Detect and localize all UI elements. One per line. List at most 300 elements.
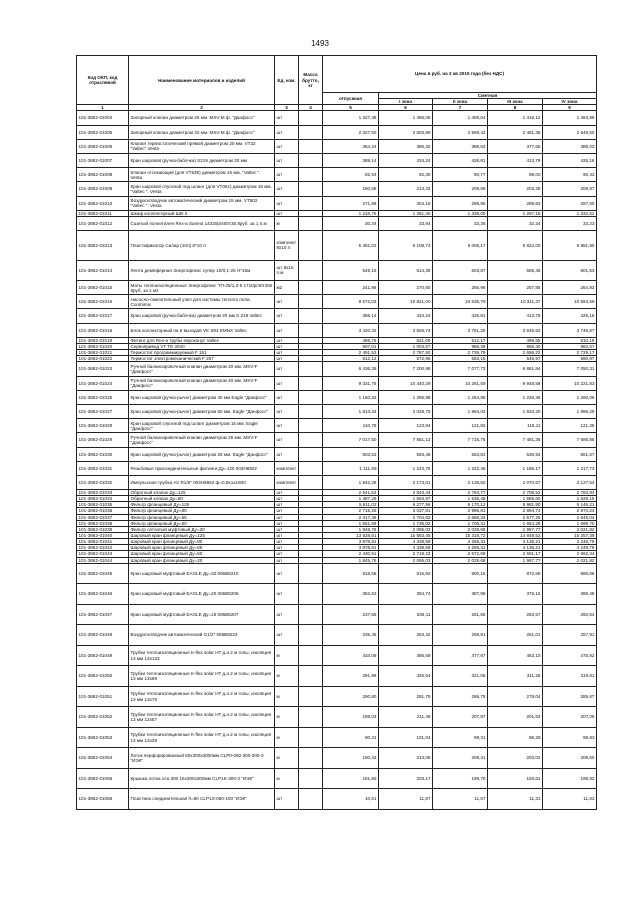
row-price-zone4: 2 021,82 bbox=[543, 526, 597, 532]
row-unit: шт bbox=[275, 362, 299, 376]
row-name: Ручной балансировочный клапан диаметром 40 мм. MSV-F "Данфосс" bbox=[129, 376, 275, 390]
row-price-zone1: 6 109,74 bbox=[379, 231, 433, 261]
row-price-zone1: 213,05 bbox=[379, 748, 433, 769]
row-code: 101-3862-01035 bbox=[77, 502, 129, 508]
row-name: Кран шаровой спускной под шланг (для VT051) диаметром 15 мм. "Valtec ". Vesta bbox=[129, 182, 275, 196]
row-price-zone3: 257,85 bbox=[488, 281, 543, 295]
row-unit: м bbox=[275, 748, 299, 769]
row-price-zone3: 2 709,52 bbox=[488, 490, 543, 496]
row-code: 101-3862-01027 bbox=[77, 404, 129, 418]
row-mass bbox=[299, 461, 323, 475]
table-row bbox=[77, 419, 597, 433]
row-price-zone1: 572,95 bbox=[379, 356, 433, 362]
row-unit: шт bbox=[275, 356, 299, 362]
row-price-zone4: 260,54 bbox=[543, 604, 597, 625]
row-price-zone4: 2 729,17 bbox=[543, 350, 597, 356]
row-name: Сшитый полиэтилен Rex-a Sanext 14320р/400т35 8руб. за 1 п.м bbox=[129, 216, 275, 230]
row-name: Фильтр фланцевый Ду=125 bbox=[129, 502, 275, 508]
row-price-zone3: 2 894,74 bbox=[488, 508, 543, 514]
row-price-zone4: 2 021,82 bbox=[543, 557, 597, 563]
row-code: 101-3862-01008 bbox=[77, 168, 129, 182]
row-code: 101-3862-01013 bbox=[77, 231, 129, 261]
row-price-zone3: 1 967,77 bbox=[488, 526, 543, 532]
row-unit: шт bbox=[275, 419, 299, 433]
table-row bbox=[77, 309, 597, 323]
row-mass bbox=[299, 231, 323, 261]
row-name: Фитинг для Rex-a трубы евроконус Valtec bbox=[129, 337, 275, 343]
row-name: Обратный клапан Ду=125 bbox=[129, 490, 275, 496]
row-price-zone1: 3 037,81 bbox=[379, 508, 433, 514]
row-price-zone3: 2 577,25 bbox=[488, 514, 543, 520]
row-name: Кран шаровой (ручка-рычаг) диаметром 25 мм. Eagle "Данфосс" bbox=[129, 447, 275, 461]
row-price-zone1: 3 826,74 bbox=[379, 323, 433, 337]
row-unit: шт bbox=[275, 789, 299, 810]
row-price-release: 549,15 bbox=[323, 260, 379, 281]
row-price-zone2: 90,77 bbox=[433, 168, 488, 182]
header-zone2: II зона bbox=[433, 99, 488, 105]
row-price-zone2: 4 265,31 bbox=[433, 545, 488, 551]
row-price-zone3: 2 656,22 bbox=[488, 350, 543, 356]
row-price-zone1: 434,24 bbox=[379, 309, 433, 323]
row-code: 101-3862-01034 bbox=[77, 496, 129, 502]
row-price-zone3: 289,83 bbox=[488, 196, 543, 210]
row-price-zone3: 2 070,67 bbox=[488, 475, 543, 489]
row-price-release: 9 672,03 bbox=[323, 295, 379, 309]
row-name: Фильтр фланцевый Ду=50 bbox=[129, 520, 275, 526]
row-price-release: 2 417,46 bbox=[323, 514, 379, 520]
row-price-zone4: 982,57 bbox=[543, 343, 597, 349]
column-number: 9 bbox=[543, 105, 597, 111]
row-unit: шт bbox=[275, 545, 299, 551]
row-price-zone2: 603,87 bbox=[433, 260, 488, 281]
row-name: Шаровый кран фланцевый Ду=20 bbox=[129, 557, 275, 563]
row-price-zone4: 425,16 bbox=[543, 309, 597, 323]
row-price-zone4: 1 629,15 bbox=[543, 496, 597, 502]
row-price-zone3: 463,10 bbox=[488, 645, 543, 666]
row-price-zone1: 396,32 bbox=[379, 139, 433, 153]
row-price-zone3: 2 591,17 bbox=[488, 551, 543, 557]
row-price-release: 897,01 bbox=[323, 343, 379, 349]
row-price-release: 260,80 bbox=[323, 686, 379, 707]
row-price-zone4: 560,97 bbox=[543, 356, 597, 362]
row-code: 101-3862-01051 bbox=[77, 686, 129, 707]
row-mass bbox=[299, 362, 323, 376]
row-price-release: 1 487,29 bbox=[323, 496, 379, 502]
row-price-zone1: 10 821,00 bbox=[379, 295, 433, 309]
row-unit: шт bbox=[275, 514, 299, 520]
row-price-zone1: 101,04 bbox=[379, 727, 433, 748]
row-unit: м bbox=[275, 645, 299, 666]
row-mass bbox=[299, 196, 323, 210]
row-unit: шт bbox=[275, 533, 299, 539]
row-unit: шт bbox=[275, 139, 299, 153]
row-price-zone1: 266,11 bbox=[379, 604, 433, 625]
row-unit: шт bbox=[275, 111, 299, 125]
row-name: Трубки теплоизоляционные K-flex solar HT д.н.2 м голы, изоляция 13 мм 13х89 bbox=[129, 666, 275, 687]
row-price-zone1: 2 704,63 bbox=[379, 514, 433, 520]
row-price-release: 1 942,28 bbox=[323, 475, 379, 489]
row-price-release: 181,60 bbox=[323, 768, 379, 789]
row-price-zone3: 377,65 bbox=[488, 139, 543, 153]
row-mass bbox=[299, 604, 323, 625]
column-number: 8 bbox=[488, 105, 543, 111]
row-price-zone3: 1 654,26 bbox=[488, 520, 543, 526]
row-price-zone4: 10 594,58 bbox=[543, 295, 597, 309]
row-code: 101-3862-01028 bbox=[77, 419, 129, 433]
row-name: Пластина соединительная h=60 CLP1S-060-100 "ИЭК" bbox=[129, 789, 275, 810]
row-name: Пластификатор Силар (10л) 8*10 л bbox=[129, 231, 275, 261]
header-code: Код ОКП, код отраслевой bbox=[77, 56, 129, 105]
column-number: 1 bbox=[77, 105, 129, 111]
row-price-zone4: 1 217,73 bbox=[543, 461, 597, 475]
row-price-zone2: 2 658,34 bbox=[433, 514, 488, 520]
row-price-zone4: 257,91 bbox=[543, 625, 597, 646]
row-code: 101-3862-01049 bbox=[77, 645, 129, 666]
column-number: 3 bbox=[275, 105, 299, 111]
row-code: 101-3862-01016 bbox=[77, 295, 129, 309]
row-price-zone2: 33,36 bbox=[433, 216, 488, 230]
row-unit: шт bbox=[275, 168, 299, 182]
row-price-zone3: 32,34 bbox=[488, 216, 543, 230]
row-unit: шт bbox=[275, 625, 299, 646]
row-price-zone1: 15 583,45 bbox=[379, 533, 433, 539]
row-name: Кран шаровый муфтовый EAGLE Ду=32 065В8210 bbox=[129, 563, 275, 584]
table-row bbox=[77, 390, 597, 404]
row-unit: м bbox=[275, 216, 299, 230]
row-price-zone1: 2 603,89 bbox=[379, 125, 433, 139]
row-price-zone1: 11,87 bbox=[379, 789, 433, 810]
row-mass bbox=[299, 309, 323, 323]
row-price-zone1: 2 719,23 bbox=[379, 551, 433, 557]
row-price-release: 5 611,02 bbox=[323, 502, 379, 508]
row-price-zone1: 1 286,98 bbox=[379, 390, 433, 404]
row-price-release: 13 928,81 bbox=[323, 533, 379, 539]
row-name: Кран шаровый муфтовый EAGLE Ду=20 065В8206 bbox=[129, 584, 275, 605]
row-price-zone4: 2 549,50 bbox=[543, 125, 597, 139]
row-price-zone4: 10 221,83 bbox=[543, 376, 597, 390]
row-price-zone4: 285,67 bbox=[543, 686, 597, 707]
row-price-zone4: 551,67 bbox=[543, 447, 597, 461]
row-price-zone3: 11,31 bbox=[488, 789, 543, 810]
row-price-zone3: 1 297,18 bbox=[488, 210, 543, 216]
table-row bbox=[77, 153, 597, 167]
row-price-zone1: 2 065,03 bbox=[379, 557, 433, 563]
header-estimate: Сметная bbox=[379, 93, 597, 99]
row-price-zone4: 2 974,24 bbox=[543, 508, 597, 514]
header-unit: Ед. изм. bbox=[275, 56, 299, 105]
table-row bbox=[77, 139, 597, 153]
row-price-zone3: 193,61 bbox=[488, 768, 543, 789]
table-row bbox=[77, 376, 597, 390]
row-unit: шт bbox=[275, 153, 299, 167]
row-price-zone2: 387,99 bbox=[433, 584, 488, 605]
row-price-release: 1 327,38 bbox=[323, 111, 379, 125]
header-zone4: IV зона bbox=[543, 99, 597, 105]
row-mass bbox=[299, 475, 323, 489]
row-price-release: 2 715,25 bbox=[323, 508, 379, 514]
row-price-zone4: 1 986,29 bbox=[543, 404, 597, 418]
row-mass bbox=[299, 768, 323, 789]
row-price-zone2: 1 264,95 bbox=[433, 390, 488, 404]
row-price-zone1: 563,46 bbox=[379, 447, 433, 461]
row-price-zone2: 986,39 bbox=[433, 343, 488, 349]
row-code: 101-3862-01047 bbox=[77, 604, 129, 625]
row-price-zone3: 956,30 bbox=[488, 343, 543, 349]
row-price-zone2: 298,95 bbox=[433, 196, 488, 210]
row-price-zone2: 4 265,31 bbox=[433, 539, 488, 545]
row-name: Маты теплоизоляционные Энергофлекс ТП-25/1,0-5 1710р/40т265 8руб. за 1 м2 bbox=[129, 281, 275, 295]
row-price-zone3: 5 822,00 bbox=[488, 231, 543, 261]
row-unit: шт bbox=[275, 390, 299, 404]
row-price-zone2: 563,15 bbox=[433, 356, 488, 362]
row-price-zone2: 426,81 bbox=[433, 153, 488, 167]
table-row bbox=[77, 447, 597, 461]
row-price-zone2: 6 005,17 bbox=[433, 231, 488, 261]
row-price-zone4: 98,93 bbox=[543, 727, 597, 748]
row-price-zone2: 2 559,42 bbox=[433, 125, 488, 139]
row-price-zone4: 601,53 bbox=[543, 260, 597, 281]
row-price-zone1: 7 200,98 bbox=[379, 362, 433, 376]
row-price-zone4: 208,60 bbox=[543, 748, 597, 769]
row-price-zone3: 203,02 bbox=[488, 748, 543, 769]
table-row bbox=[77, 707, 597, 728]
row-price-zone3: 9 948,58 bbox=[488, 376, 543, 390]
row-price-zone2: 2 029,68 bbox=[433, 526, 488, 532]
row-mass bbox=[299, 563, 323, 584]
row-price-zone2: 10 635,79 bbox=[433, 295, 488, 309]
row-price-zone4: 2 648,04 bbox=[543, 514, 597, 520]
row-name: Крышка лотка осн.300 15х300х300мм CLP1K-300-3 "ИЭК" bbox=[129, 768, 275, 789]
table-row bbox=[77, 295, 597, 309]
row-price-zone4: 207,06 bbox=[543, 707, 597, 728]
row-unit: шт bbox=[275, 526, 299, 532]
row-price-release: 291,96 bbox=[323, 666, 379, 687]
row-code: 101-3862-01036 bbox=[77, 508, 129, 514]
row-mass bbox=[299, 625, 323, 646]
row-price-release: 10,61 bbox=[323, 789, 379, 810]
row-code: 101-3862-01050 bbox=[77, 666, 129, 687]
row-price-zone3: 1 185,17 bbox=[488, 461, 543, 475]
column-number: 6 bbox=[379, 105, 433, 111]
row-price-release: 235,45 bbox=[323, 625, 379, 646]
row-price-release: 1 216,75 bbox=[323, 210, 379, 216]
row-price-zone2: 389,53 bbox=[433, 139, 488, 153]
row-unit: м bbox=[275, 727, 299, 748]
row-name: Резьбовые присоединительные фитинги Ду=125 003Н6502 bbox=[129, 461, 275, 475]
row-price-release: 90,31 bbox=[323, 727, 379, 748]
row-price-zone3: 253,57 bbox=[488, 604, 543, 625]
row-price-zone1: 304,16 bbox=[379, 196, 433, 210]
row-price-zone2: 1 635,48 bbox=[433, 496, 488, 502]
row-mass bbox=[299, 153, 323, 167]
row-name: Кран шаровой (ручка-бабочка) S219 диаметром 20 мм bbox=[129, 153, 275, 167]
row-price-zone1: 211,49 bbox=[379, 707, 433, 728]
row-name: Шаровый кран фланцевый Ду=65 bbox=[129, 545, 275, 551]
row-price-zone4: 388,03 bbox=[543, 139, 597, 153]
table-row bbox=[77, 362, 597, 376]
row-name: Кран шаровой (ручка-рычаг) диаметром 40 мм Eagle "Данфосс" bbox=[129, 390, 275, 404]
row-price-zone4: 510,19 bbox=[543, 337, 597, 343]
row-price-zone3: 278,04 bbox=[488, 686, 543, 707]
row-price-zone2: 2 985,81 bbox=[433, 508, 488, 514]
row-unit: м2 bbox=[275, 281, 299, 295]
row-code: 101-3862-01022 bbox=[77, 356, 129, 362]
row-name: Фильтр фланцевый Ду=80 bbox=[129, 508, 275, 514]
row-price-zone4: 2 783,94 bbox=[543, 490, 597, 496]
row-price-zone3: 1 585,60 bbox=[488, 496, 543, 502]
row-price-release: 1 845,76 bbox=[323, 557, 379, 563]
row-unit: комплект bbox=[275, 475, 299, 489]
row-name: Кран шаровой спускной под шланг диаметром 15 мм. Eagle "Данфосс" bbox=[129, 419, 275, 433]
row-price-zone4: 121,35 bbox=[543, 419, 597, 433]
row-unit: шт bbox=[275, 584, 299, 605]
row-name: Кран шаровой (ручка-бабочка) диаметром 20 мм S 219 Valtec bbox=[129, 309, 275, 323]
table-row bbox=[77, 111, 597, 125]
row-mass bbox=[299, 139, 323, 153]
row-price-zone1: 4 339,59 bbox=[379, 539, 433, 545]
table-row bbox=[77, 281, 597, 295]
row-price-zone4: 90,42 bbox=[543, 168, 597, 182]
row-unit: комплект 8х10 л bbox=[275, 231, 299, 261]
row-name: Сервопривод VT TE 3040 bbox=[129, 343, 275, 349]
row-price-zone2: 2 029,68 bbox=[433, 557, 488, 563]
row-price-zone1: 2 065,03 bbox=[379, 526, 433, 532]
row-price-zone3: 2 481,35 bbox=[488, 125, 543, 139]
row-price-zone4: 33,23 bbox=[543, 216, 597, 230]
row-price-zone3: 4 135,21 bbox=[488, 539, 543, 545]
row-name: Запорный клапан диаметром 32 мм. MSV-M ф. "Данфосс" bbox=[129, 125, 275, 139]
row-code: 101-3862-01054 bbox=[77, 748, 129, 769]
row-unit: шт bbox=[275, 309, 299, 323]
row-price-zone2: 199,70 bbox=[433, 768, 488, 789]
row-price-zone4: 297,60 bbox=[543, 196, 597, 210]
row-price-zone4: 4 248,79 bbox=[543, 539, 597, 545]
column-number: 5 bbox=[323, 105, 379, 111]
row-unit: шт bbox=[275, 337, 299, 343]
row-mass bbox=[299, 376, 323, 390]
column-number: 2 bbox=[129, 105, 275, 111]
row-mass bbox=[299, 584, 323, 605]
row-price-zone2: 265,96 bbox=[433, 281, 488, 295]
table-row bbox=[77, 461, 597, 475]
row-price-zone4: 1 453,99 bbox=[543, 111, 597, 125]
row-unit: шт 8х15 п.м bbox=[275, 260, 299, 281]
row-price-zone4: 1 260,05 bbox=[543, 390, 597, 404]
row-price-zone4: 475,82 bbox=[543, 645, 597, 666]
row-price-zone3: 251,01 bbox=[488, 625, 543, 646]
row-price-zone2: 1 338,00 bbox=[433, 210, 488, 216]
row-mass bbox=[299, 323, 323, 337]
row-price-zone3: 118,11 bbox=[488, 419, 543, 433]
table-row bbox=[77, 323, 597, 337]
row-price-zone1: 2 843,44 bbox=[379, 490, 433, 496]
row-price-zone2: 10 261,59 bbox=[433, 376, 488, 390]
row-name: Насосно-смесительный узел для системы теплого пола. Combimix bbox=[129, 295, 275, 309]
row-price-release: 1 845,76 bbox=[323, 526, 379, 532]
row-unit: шт bbox=[275, 520, 299, 526]
row-code: 101-3862-01031 bbox=[77, 461, 129, 475]
row-price-zone3: 96,28 bbox=[488, 727, 543, 748]
row-code: 101-3862-01017 bbox=[77, 309, 129, 323]
row-price-zone1: 92,35 bbox=[379, 168, 433, 182]
row-price-zone3: 1 967,77 bbox=[488, 557, 543, 563]
row-code: 101-3862-01024 bbox=[77, 376, 129, 390]
row-price-release: 9 331,75 bbox=[323, 376, 379, 390]
row-price-zone1: 2 028,75 bbox=[379, 404, 433, 418]
row-mass bbox=[299, 419, 323, 433]
row-price-zone1: 213,33 bbox=[379, 182, 433, 196]
column-number: 7 bbox=[433, 105, 488, 111]
row-mass bbox=[299, 281, 323, 295]
row-mass bbox=[299, 125, 323, 139]
row-unit: комплект bbox=[275, 461, 299, 475]
row-price-zone1: 263,42 bbox=[379, 625, 433, 646]
table-row bbox=[77, 789, 597, 810]
row-price-release: 2 327,50 bbox=[323, 125, 379, 139]
table-row bbox=[77, 260, 597, 281]
row-name: Термостат электромеханический F 257 bbox=[129, 356, 275, 362]
row-price-zone2: 207,87 bbox=[433, 707, 488, 728]
row-price-release: 388,14 bbox=[323, 309, 379, 323]
row-name: Шкаф коллекторный ШВ-3 bbox=[129, 210, 275, 216]
row-price-release: 465,76 bbox=[323, 337, 379, 343]
row-price-zone3: 5 981,90 bbox=[488, 502, 543, 508]
table-row bbox=[77, 604, 597, 625]
row-code: 101-3862-01046 bbox=[77, 584, 129, 605]
row-name: Клапан отсекающий (для VT539) диаметром 15 мм. "Valtec ". Vesta bbox=[129, 168, 275, 182]
row-code: 101-3862-01032 bbox=[77, 475, 129, 489]
row-price-zone2: 99,31 bbox=[433, 727, 488, 748]
row-price-zone3: 545,97 bbox=[488, 356, 543, 362]
column-number: 4 bbox=[299, 105, 323, 111]
row-price-zone1: 434,24 bbox=[379, 153, 433, 167]
row-price-release: 189,03 bbox=[323, 707, 379, 728]
table-row bbox=[77, 584, 597, 605]
row-name: Импульсная трубка AV R1/8" 003Н6852 ф=0,8х1х1600 bbox=[129, 475, 275, 489]
row-code: 101-3862-01042 bbox=[77, 545, 129, 551]
row-price-zone1: 270,60 bbox=[379, 281, 433, 295]
row-unit: шт bbox=[275, 502, 299, 508]
row-unit: шт bbox=[275, 323, 299, 337]
row-price-zone1: 2 787,50 bbox=[379, 350, 433, 356]
row-price-release: 241,86 bbox=[323, 281, 379, 295]
row-code: 101-3862-01021 bbox=[77, 350, 129, 356]
row-code: 101-3862-01053 bbox=[77, 727, 129, 748]
row-code: 101-3862-01018 bbox=[77, 323, 129, 337]
row-price-zone2: 286,78 bbox=[433, 686, 488, 707]
row-name: Лоток перфорированный 60х300х3000мм CLP0-060-300-300-3 "ИЭК" bbox=[129, 748, 275, 769]
row-code: 101-3862-01019 bbox=[77, 337, 129, 343]
row-mass bbox=[299, 707, 323, 728]
row-name: Ручной балансировочный клапан диаметром 20 мм. MSV-F "Данфосс" bbox=[129, 362, 275, 376]
row-price-zone1: 10 440,29 bbox=[379, 376, 433, 390]
row-price-zone2: 2 739,79 bbox=[433, 350, 488, 356]
row-price-zone4: 319,81 bbox=[543, 666, 597, 687]
row-price-zone4: 264,93 bbox=[543, 281, 597, 295]
row-price-zone1: 123,94 bbox=[379, 419, 433, 433]
row-price-zone2: 1 706,31 bbox=[433, 520, 488, 526]
row-unit: шт bbox=[275, 404, 299, 418]
row-unit: шт bbox=[275, 539, 299, 545]
row-price-release: 190,43 bbox=[323, 748, 379, 769]
row-code: 101-3862-01025 bbox=[77, 390, 129, 404]
row-price-zone3: 88,00 bbox=[488, 168, 543, 182]
row-mass bbox=[299, 433, 323, 447]
row-code: 101-3862-01012 bbox=[77, 216, 129, 230]
row-price-zone2: 553,81 bbox=[433, 447, 488, 461]
row-name: Кран шаровой (ручка-рычаг) диаметром 50 мм. Eagle "Данфосс" bbox=[129, 404, 275, 418]
row-price-zone3: 1 226,36 bbox=[488, 390, 543, 404]
